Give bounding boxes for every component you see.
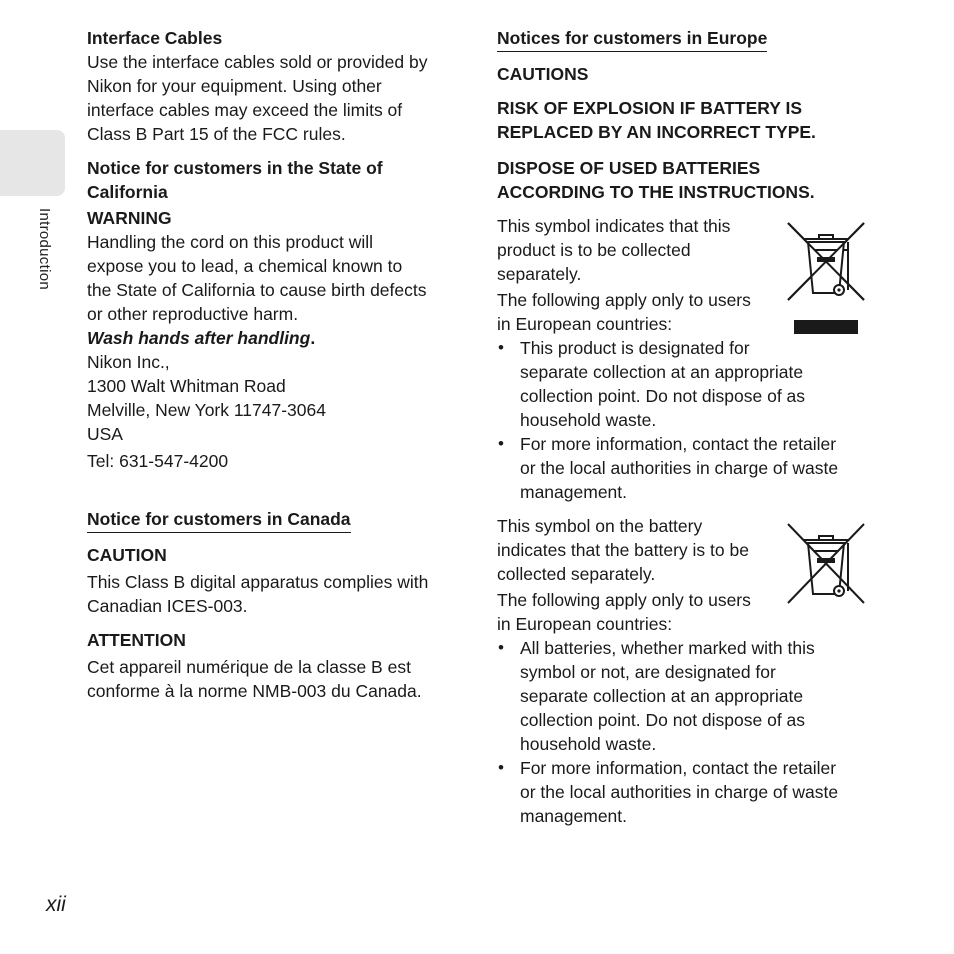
text-line: Use the interface cables sold or provided by	[87, 52, 428, 72]
cautions-label: CAUTIONS	[497, 64, 589, 84]
risk-line: REPLACED BY AN INCORRECT TYPE.	[497, 122, 816, 142]
right-column	[497, 26, 872, 828]
text-line: collection point. Do not dispose of as	[520, 386, 806, 406]
heading-line: California	[87, 182, 168, 202]
interface-cables-heading: Interface Cables	[87, 28, 223, 48]
text-line: Class B Part 15 of the FCC rules.	[87, 124, 346, 144]
text-line: management.	[520, 806, 628, 826]
address-line: USA	[87, 424, 123, 444]
text-line: in European countries:	[497, 614, 673, 634]
canada-heading: Notice for customers in Canada	[87, 507, 351, 533]
text-line: This symbol on the battery	[497, 516, 703, 536]
text-line: indicates that the battery is to be	[497, 540, 749, 560]
risk-line: RISK OF EXPLOSION IF BATTERY IS	[497, 98, 802, 118]
text-line: management.	[520, 482, 628, 502]
section-label: Introduction	[36, 208, 53, 290]
symbol2-bullets	[497, 636, 872, 828]
text-line: The following apply only to users	[497, 590, 751, 610]
heading-line: Notice for customers in the State of	[87, 158, 383, 178]
interface-cables-text	[87, 50, 462, 146]
text-line: collected separately.	[497, 564, 656, 584]
text-line: separately.	[497, 264, 582, 284]
warning-label: WARNING	[87, 208, 172, 228]
list-item	[497, 636, 872, 756]
wash-hands-notice	[87, 326, 462, 350]
text-line: the State of California to cause birth defects	[87, 280, 427, 300]
text-line: • For more information, contact the retailer	[520, 434, 837, 454]
wash-hands-text: Wash hands after handling	[87, 328, 311, 348]
text-line: household waste.	[520, 410, 657, 430]
dispose-line: ACCORDING TO THE INSTRUCTIONS.	[497, 182, 815, 202]
left-column	[87, 26, 462, 703]
address-line: Melville, New York 11747-3064	[87, 400, 326, 420]
text-line: Canadian ICES-003.	[87, 596, 248, 616]
list-item	[497, 756, 872, 828]
list-item	[497, 336, 872, 432]
symbol2-apply	[497, 588, 777, 636]
attention-label: ATTENTION	[87, 630, 186, 650]
caution-label: CAUTION	[87, 545, 167, 565]
text-line: This Class B digital apparatus complies with	[87, 572, 429, 592]
text-line: or other reproductive harm.	[87, 304, 299, 324]
text-line: This symbol indicates that this	[497, 216, 731, 236]
text-line: separate collection at an appropriate	[520, 362, 804, 382]
text-line: expose you to lead, a chemical known to	[87, 256, 403, 276]
crossed-out-wheelie-bin-battery-icon	[786, 521, 868, 612]
text-line: conforme à la norme NMB-003 du Canada.	[87, 681, 422, 701]
crossed-out-wheelie-bin-icon	[786, 220, 868, 343]
california-text	[87, 230, 462, 326]
text-line: Cet appareil numérique de la classe B est	[87, 657, 411, 677]
risk-warning	[497, 96, 872, 144]
symbol1-bullets	[497, 336, 872, 504]
telephone: Tel: 631-547-4200	[87, 451, 229, 471]
text-line: • All batteries, whether marked with this	[520, 638, 815, 658]
text-line: separate collection at an appropriate	[520, 686, 804, 706]
attention-text	[87, 655, 462, 703]
text-line: or the local authorities in charge of waste	[520, 782, 839, 802]
symbol2-intro	[497, 514, 777, 586]
text-line: in European countries:	[497, 314, 673, 334]
wash-hands-period: .	[310, 328, 316, 348]
text-line: • For more information, contact the retailer	[520, 758, 837, 778]
europe-heading: Notices for customers in Europe	[497, 26, 767, 52]
text-line: Handling the cord on this product will	[87, 232, 373, 252]
caution-text	[87, 570, 462, 618]
list-item	[497, 432, 872, 504]
text-line: collection point. Do not dispose of as	[520, 710, 806, 730]
dispose-warning	[497, 156, 872, 204]
text-line: household waste.	[520, 734, 657, 754]
symbol1-apply	[497, 288, 777, 336]
text-line: product is to be collected	[497, 240, 691, 260]
address-line: Nikon Inc.,	[87, 352, 170, 372]
text-line: The following apply only to users	[497, 290, 751, 310]
section-tab	[0, 130, 65, 196]
symbol1-intro	[497, 214, 777, 286]
text-line: • This product is designated for	[520, 338, 750, 358]
california-heading	[87, 156, 462, 204]
text-line: or the local authorities in charge of waste	[520, 458, 839, 478]
dispose-line: DISPOSE OF USED BATTERIES	[497, 158, 761, 178]
text-line: symbol or not, are designated for	[520, 662, 776, 682]
address-line: 1300 Walt Whitman Road	[87, 376, 286, 396]
text-line: interface cables may exceed the limits of	[87, 100, 403, 120]
text-line: Nikon for your equipment. Using other	[87, 76, 382, 96]
address	[87, 350, 462, 446]
page-number: xii	[46, 893, 66, 916]
